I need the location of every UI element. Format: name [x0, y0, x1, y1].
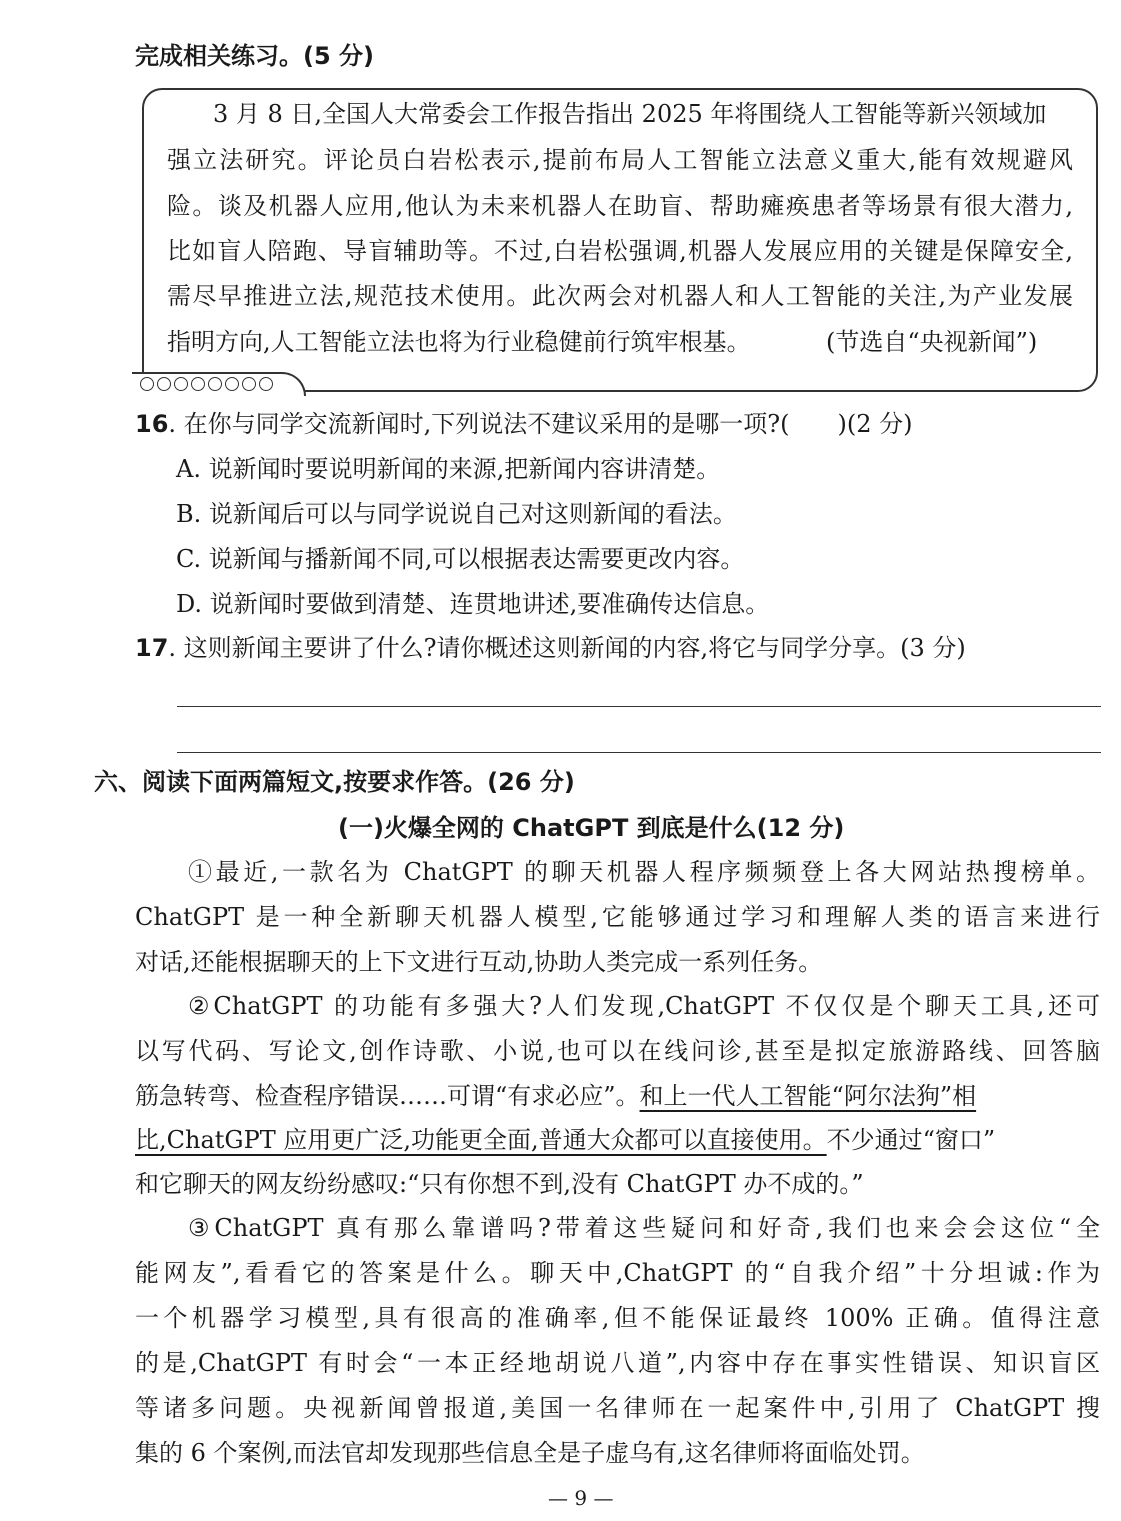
news-line: 指明方向,人工智能立法也将为行业稳健前行筑牢根基。	[167, 328, 751, 356]
option-a: A. 说新闻时要说明新闻的来源,把新闻内容讲清楚。	[176, 455, 721, 483]
decorative-dots	[140, 377, 273, 391]
paragraph-3-line: 等诸多问题。央视新闻曾报道,美国一名律师在一起案件中,引用了 ChatGPT 搜	[135, 1394, 1100, 1422]
paragraph-2-line: 和它聊天的网友纷纷感叹:“只有你想不到,没有 ChatGPT 办不成的。”	[135, 1170, 864, 1198]
paragraph-3-line: 的是,ChatGPT 有时会“一本正经地胡说八道”,内容中存在事实性错误、知识盲区	[135, 1349, 1100, 1377]
plain-text: 不少通过“窗口”	[826, 1126, 996, 1154]
news-line: 强立法研究。评论员白岩松表示,提前布局人工智能立法意义重大,能有效规避风	[167, 146, 1073, 174]
underlined-text: 和上一代人工智能“阿尔法狗”相	[639, 1082, 977, 1110]
intro-instruction: 完成相关练习。(5 分)	[135, 42, 374, 70]
paragraph-2-line: 以写代码、写论文,创作诗歌、小说,也可以在线问诊,甚至是拟定旅游路线、回答脑	[135, 1037, 1100, 1065]
option-c: C. 说新闻与播新闻不同,可以根据表达需要更改内容。	[176, 545, 745, 573]
question-number: 16	[135, 410, 169, 438]
question-17	[135, 632, 966, 664]
dot-icon	[157, 377, 171, 391]
passage-subtitle: (一)火爆全网的 ChatGPT 到底是什么(12 分)	[338, 814, 845, 842]
option-d: D. 说新闻时要做到清楚、连贯地讲述,要准确传达信息。	[176, 590, 770, 618]
paragraph-3-line: 集的 6 个案例,而法官却发现那些信息全是子虚乌有,这名律师将面临处罚。	[135, 1439, 925, 1467]
dot-icon	[140, 377, 154, 391]
paragraph-2-line	[135, 1124, 995, 1156]
question-number: 17	[135, 634, 169, 662]
dot-icon	[225, 377, 239, 391]
paragraph-1-line: 对话,还能根据聊天的上下文进行互动,协助人类完成一系列任务。	[135, 948, 823, 976]
dot-icon	[208, 377, 222, 391]
dot-icon	[174, 377, 188, 391]
paragraph-3-line: ③ChatGPT 真有那么靠谱吗?带着这些疑问和好奇,我们也来会会这位“全	[188, 1214, 1100, 1242]
plain-text: 筋急转弯、检查程序错误……可谓“有求必应”。	[135, 1082, 640, 1110]
dot-icon	[242, 377, 256, 391]
paragraph-3-line: 一个机器学习模型,具有很高的准确率,但不能保证最终 100% 正确。值得注意	[135, 1304, 1100, 1332]
question-text: . 在你与同学交流新闻时,下列说法不建议采用的是哪一项?( )(2 分)	[168, 410, 913, 438]
news-line: 3 月 8 日,全国人大常委会工作报告指出 2025 年将围绕人工智能等新兴领域加	[213, 100, 1047, 128]
option-b: B. 说新闻后可以与同学说说自己对这则新闻的看法。	[176, 500, 737, 528]
paragraph-2-line	[135, 1080, 976, 1112]
question-16	[135, 408, 913, 440]
answer-line[interactable]	[177, 752, 1101, 753]
news-line: 险。谈及机器人应用,他认为未来机器人在助盲、帮助瘫痪患者等场景有很大潜力,	[167, 192, 1073, 220]
answer-line[interactable]	[177, 706, 1101, 707]
section-heading: 六、阅读下面两篇短文,按要求作答。(26 分)	[94, 768, 575, 796]
news-source: (节选自“央视新闻”)	[826, 328, 1038, 356]
paragraph-1-line: ①最近,一款名为 ChatGPT 的聊天机器人程序频频登上各大网站热搜榜单。	[188, 858, 1100, 886]
question-text: . 这则新闻主要讲了什么?请你概述这则新闻的内容,将它与同学分享。(3 分)	[168, 634, 966, 662]
news-line: 需尽早推进立法,规范技术使用。此次两会对机器人和人工智能的关注,为产业发展	[167, 282, 1073, 310]
paragraph-3-line: 能网友”,看看它的答案是什么。聊天中,ChatGPT 的“自我介绍”十分坦诚:作为	[135, 1259, 1100, 1287]
page-number: — 9 —	[548, 1486, 614, 1510]
paragraph-1-line: ChatGPT 是一种全新聊天机器人模型,它能够通过学习和理解人类的语言来进行	[135, 903, 1100, 931]
news-line: 比如盲人陪跑、导盲辅助等。不过,白岩松强调,机器人发展应用的关键是保障安全,	[167, 237, 1073, 265]
paragraph-2-line: ②ChatGPT 的功能有多强大?人们发现,ChatGPT 不仅仅是个聊天工具,还可	[188, 992, 1100, 1020]
dot-icon	[191, 377, 205, 391]
dot-icon	[259, 377, 273, 391]
underlined-text: 比,ChatGPT 应用更广泛,功能更全面,普通大众都可以直接使用。	[135, 1126, 827, 1154]
